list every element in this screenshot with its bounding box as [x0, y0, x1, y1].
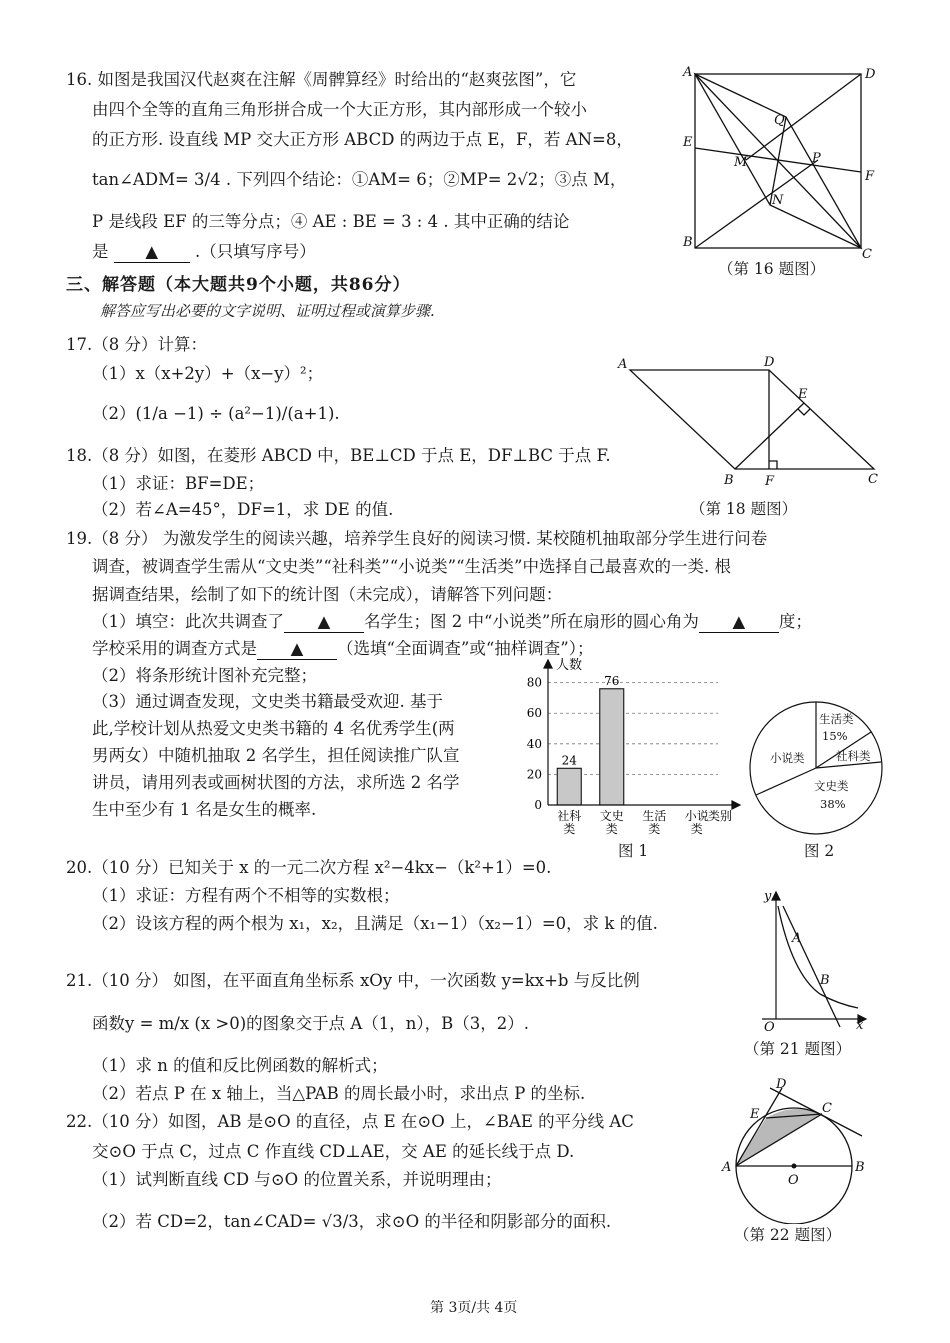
x-axis-arrow — [732, 801, 740, 809]
pie-label-social: 社科类 — [836, 749, 871, 763]
y-tick-label: 80 — [526, 675, 542, 690]
q20-part1: （1）求证：方程有两个不相等的实数根； — [92, 886, 400, 905]
q18-part1: （1）求证：BF=DE； — [92, 474, 265, 493]
pie-label-novel: 小说类 — [770, 751, 805, 765]
right-angle-f — [769, 461, 777, 469]
x-tick-label: 类 — [563, 822, 576, 836]
q18-figure — [612, 354, 892, 490]
q19-part2: （2）将条形统计图补充完整； — [92, 666, 317, 685]
q22-label-d: D — [776, 1077, 787, 1092]
section-note: 解答应写出必要的文字说明、证明过程或演算步骤. — [100, 302, 435, 320]
q21-label-y: y — [764, 889, 772, 904]
q18-label-e: E — [798, 387, 808, 402]
pie-label-life-pct: 15% — [822, 729, 848, 743]
x-tick-label: 生活 — [642, 809, 667, 823]
q16-label-e: E — [683, 135, 693, 150]
center-dot — [792, 1164, 797, 1169]
q18-part2: （2）若∠A=45°，DF=1，求 DE 的值. — [92, 500, 394, 519]
pie-label-literature: 文史类 — [814, 779, 849, 793]
q19-line4-c: 名学生；图 2 中“小说类”所在扇形的圆心角为 — [364, 612, 699, 631]
q17-part2: （2）(1/a −1) ÷ (a²−1)/(a+1). — [92, 404, 340, 423]
right-angle-e — [798, 409, 810, 415]
q21-label-o: O — [764, 1020, 775, 1034]
q16-line6-a: 是 — [92, 242, 109, 261]
y-tick-label: 60 — [526, 706, 542, 721]
line-bp — [695, 160, 818, 248]
q19-line2: 调查，被调查学生需从“文史类”“社科类”“小说类”“生活类”中选择自己最喜欢的一类. 根 — [92, 557, 731, 576]
bar-chart-ylabel: 人数 — [556, 658, 583, 673]
q21-label-a: A — [792, 931, 802, 946]
q16-line6 — [92, 242, 316, 263]
page-footer: 第 3页/共 4页 — [430, 1300, 518, 1316]
pie-divider-literature-novel — [756, 768, 816, 795]
q19-part3-l4: 讲员，请用列表或画树状图的方法，求所选 2 名学 — [92, 773, 460, 792]
q16-answer-blank[interactable]: ▲ — [114, 242, 190, 263]
q18-label-a: A — [618, 357, 628, 372]
q20-head: 20.（10 分）已知关于 x 的一元二次方程 x²−4kx−（k²+1）=0. — [66, 858, 552, 877]
rhombus-abcd — [630, 370, 874, 469]
q16-label-q: Q — [774, 113, 785, 128]
q22-line1: 22.（10 分）如图，AB 是⊙O 的直径，点 E 在⊙O 上，∠BAE 的平分线 AC — [66, 1112, 634, 1131]
q19-line4 — [92, 612, 812, 633]
q22-figure — [716, 1074, 876, 1224]
q16-label-a: A — [683, 65, 693, 80]
q19-part3-l3: 男两女）中随机抽取 2 名学生，担任阅读推广队宣 — [92, 746, 460, 765]
q19-line5-c: （选填“全面调查”或“抽样调查”）； — [337, 639, 594, 658]
y-tick-label: 40 — [526, 736, 542, 751]
q20-part2: （2）设该方程的两个根为 x₁，x₂，且满足（x₁−1）（x₂−1）=0，求 k 的值. — [92, 914, 658, 933]
q16-line3: 的正方形. 设直线 MP 交大正方形 ABCD 的两边于点 E，F，若 AN=8， — [92, 130, 633, 149]
q16-line2: 由四个全等的直角三角形拼合成一个大正方形，其内部形成一个较小 — [92, 100, 587, 119]
q22-part1: （1）试判断直线 CD 与⊙O 的位置关系，并说明理由； — [92, 1170, 502, 1189]
q22-figure-caption: （第 22 题图） — [734, 1226, 842, 1244]
q16-line4: tan∠ADM= 3/4 . 下列四个结论：①AM= 6；②MP= 2√2；③点 M， — [92, 170, 627, 189]
q16-label-m: M — [734, 155, 748, 170]
q19-line4-a: （1）填空：此次共调查了 — [92, 612, 284, 631]
q18-label-b: B — [724, 473, 734, 488]
q18-figure-caption: （第 18 题图） — [690, 500, 798, 518]
q22-label-b: B — [855, 1160, 865, 1175]
q16-label-p: P — [812, 151, 821, 166]
q21-label-b: B — [820, 973, 830, 988]
y-tick-label: 20 — [526, 767, 542, 782]
q22-label-c: C — [822, 1101, 832, 1116]
q17-part1: （1）x（x+2y）+（x−y）²； — [92, 364, 324, 383]
pie-label-life: 生活类 — [819, 712, 854, 726]
q18-head: 18.（8 分）如图，在菱形 ABCD 中，BE⊥CD 于点 E，DF⊥BC 于点 F. — [66, 446, 611, 465]
q22-part2: （2）若 CD=2，tan∠CAD= √3/3，求⊙O 的半径和阴影部分的面积. — [92, 1212, 612, 1231]
q19-line5-a: 学校采用的调查方式是 — [92, 639, 257, 658]
q22-line2: 交⊙O 于点 C，过点 C 作直线 CD⊥AE，交 AE 的延长线于点 D. — [92, 1142, 575, 1161]
q19-fig1-caption: 图 1 — [618, 842, 649, 860]
q16-label-n: N — [772, 193, 784, 208]
q19-line1: 19.（8 分） 为激发学生的阅读兴趣，培养学生良好的阅读习惯. 某校随机抽取部分学生进行问卷 — [66, 529, 768, 548]
q22-label-o: O — [788, 1173, 799, 1188]
q21-part2: （2）若点 P 在 x 轴上，当△PAB 的周长最小时，求出点 P 的坐标. — [92, 1084, 586, 1103]
linear-function-line — [783, 906, 840, 1027]
bar-chart-xticks — [557, 808, 709, 836]
q16-label-f: F — [865, 169, 875, 184]
bar-chart-bars — [557, 689, 624, 805]
bar-data-label: 76 — [604, 673, 620, 688]
y-tick-label: 0 — [534, 798, 542, 812]
q16-label-c: C — [862, 247, 872, 262]
q19-line4-e: 度； — [778, 612, 812, 631]
q16-figure — [678, 64, 878, 262]
x-tick-label: 类 — [690, 822, 703, 836]
q16-figure-caption: （第 16 题图） — [718, 260, 826, 278]
q19-part3-l5: 生中至少有 1 名是女生的概率. — [92, 800, 317, 819]
bar-chart-xlabel: 类别 — [708, 809, 733, 823]
q16-line1: 16. 如图是我国汉代赵爽在注解《周髀算经》时给出的“赵爽弦图”，它 — [66, 70, 577, 89]
x-tick-label: 小说 — [684, 809, 709, 823]
q21-part1: （1）求 n 的值和反比例函数的解析式； — [92, 1056, 388, 1075]
q21-label-x: x — [856, 1018, 864, 1033]
pie-label-literature-pct: 38% — [820, 797, 846, 811]
q19-line3: 据调查结果，绘制了如下的统计图（未完成），请解答下列问题： — [92, 585, 563, 604]
q17-head: 17.（8 分）计算： — [66, 335, 207, 354]
bar-data-label: 24 — [561, 753, 577, 768]
q21-line1: 21.（10 分） 如图，在平面直角坐标系 xOy 中，一次函数 y=kx+b 与反比例 — [66, 971, 640, 990]
x-tick-label: 文史 — [599, 809, 624, 823]
q19-angle-blank[interactable]: ▲ — [699, 612, 779, 633]
q22-label-a: A — [722, 1160, 732, 1175]
q21-figure-caption: （第 21 题图） — [744, 1040, 852, 1058]
section-title: 三、解答题（本大题共9个小题，共86分） — [66, 275, 411, 295]
x-tick-label: 类 — [605, 822, 618, 836]
q21-line2: 函数y = m/x (x >0)的图象交于点 A（1，n），B（3，2）. — [92, 1014, 530, 1033]
q19-method-blank[interactable]: ▲ — [257, 639, 337, 660]
q19-total-blank[interactable]: ▲ — [284, 612, 364, 633]
q19-pie-chart — [746, 698, 886, 838]
y-axis-arrow — [544, 660, 552, 668]
q22-label-e: E — [750, 1107, 760, 1122]
q16-line6-c: .（只填写序号） — [195, 242, 316, 261]
bar — [600, 689, 624, 805]
q16-label-b: B — [683, 235, 693, 250]
q18-label-d: D — [764, 355, 775, 370]
q18-label-c: C — [868, 472, 878, 487]
q19-bar-chart — [518, 655, 748, 840]
q19-fig2-caption: 图 2 — [804, 842, 835, 860]
q19-part3-l2: 此,学校计划从热爱文史类书籍的 4 名优秀学生(两 — [92, 719, 455, 738]
q16-label-d: D — [865, 67, 876, 82]
q21-y-axis-arrow — [772, 892, 780, 900]
q16-line5: P 是线段 EF 的三等分点；④ AE : BE = 3 : 4 . 其中正确的结论 — [92, 212, 570, 231]
x-tick-label: 社科 — [557, 809, 582, 823]
q19-part3-l1: （3）通过调查发现，文史类书籍最受欢迎. 基于 — [92, 692, 443, 711]
q21-figure — [748, 884, 878, 1034]
q18-label-f: F — [765, 474, 775, 489]
bar-chart-yticks — [527, 676, 542, 812]
bar — [557, 768, 581, 805]
x-tick-label: 类 — [648, 822, 661, 836]
